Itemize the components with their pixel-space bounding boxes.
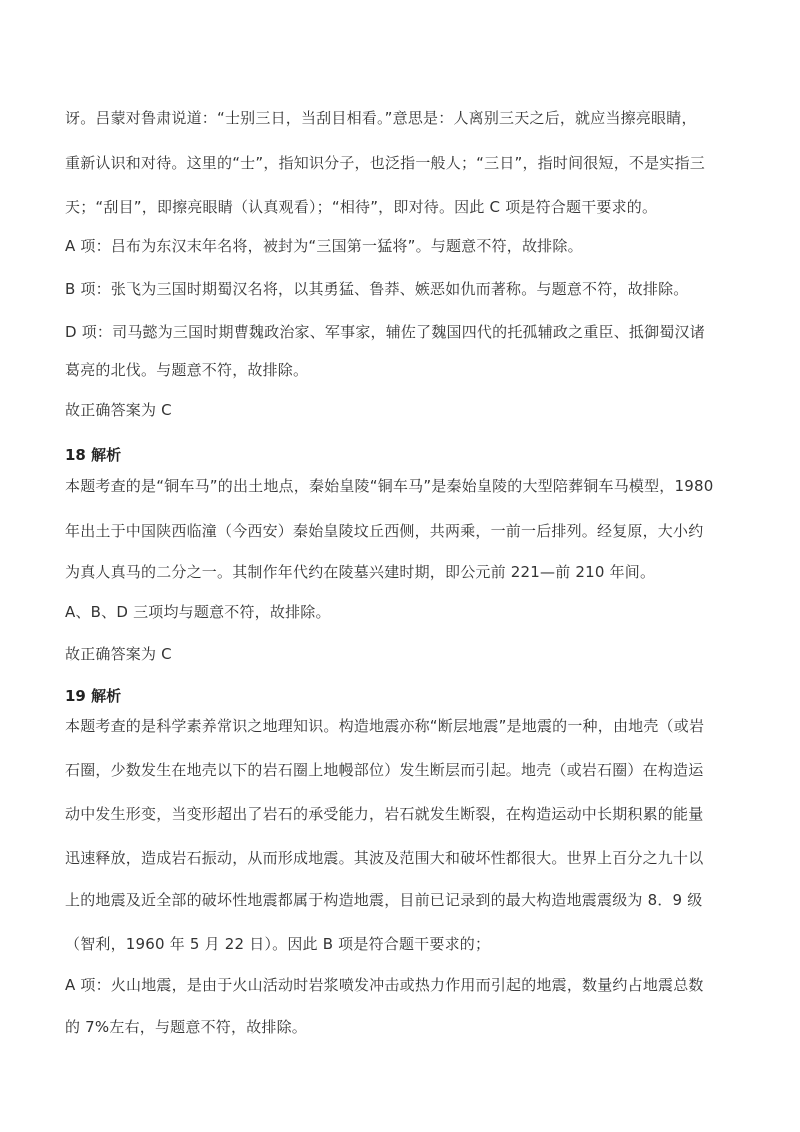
q17-option-d: D 项：司马懿为三国时期曹魏政治家、军事家，辅佐了魏国四代的托孤辅政之重臣、抵御蜀汉诸 (65, 323, 705, 341)
q17-line: 葛亮的北伐。与题意不符，故排除。 (65, 361, 309, 379)
q18-line: 本题考查的是“铜车马”的出土地点，秦始皇陵“铜车马”是秦始皇陵的大型陪葬铜车马模型，1980 (65, 477, 714, 495)
q17-option-a: A 项：吕布为东汉末年名将，被封为“三国第一猛将”。与题意不符，故排除。 (65, 237, 583, 255)
q17-line: 重新认识和对待。这里的“士”，指知识分子，也泛指一般人；“三日”，指时间很短，不是实指三 (65, 154, 705, 172)
q18-answer: 故正确答案为 C (65, 645, 172, 663)
q17-line: 天；“刮目”，即擦亮眼睛（认真观看）；“相待”，即对待。因此 C 项是符合题干要求的。 (65, 198, 658, 216)
q17-answer: 故正确答案为 C (65, 401, 172, 419)
q17-line: 讶。吕蒙对鲁肃说道：“士别三日，当刮目相看。”意思是：人离别三天之后，就应当擦亮眼睛， (65, 109, 697, 127)
q18-line: 为真人真马的二分之一。其制作年代约在陵墓兴建时期，即公元前 221—前 210 年间。 (65, 563, 656, 581)
q17-option-b: B 项：张飞为三国时期蜀汉名将，以其勇猛、鲁莽、嫉恶如仇而著称。与题意不符，故排除。 (65, 280, 689, 298)
q19-line: 上的地震及近全部的破坏性地震都属于构造地震，目前已记录到的最大构造地震震级为 8．9 级 (65, 891, 703, 909)
q18-options: A、B、D 三项均与题意不符，故排除。 (65, 603, 331, 621)
q19-line: 动中发生形变，当变形超出了岩石的承受能力，岩石就发生断裂，在构造运动中长期积累的能量 (65, 805, 704, 823)
q19-line: 的 7%左右，与题意不符，故排除。 (65, 1018, 307, 1036)
q19-line: （智利，1960 年 5 月 22 日）。因此 B 项是符合题干要求的； (65, 935, 491, 953)
q19-heading: 19 解析 (65, 687, 122, 705)
q19-option-a: A 项：火山地震，是由于火山活动时岩浆喷发冲击或热力作用而引起的地震，数量约占地震总数 (65, 976, 704, 994)
q19-line: 石圈，少数发生在地壳以下的岩石圈上地幔部位）发生断层而引起。地壳（或岩石圈）在构造运 (65, 761, 704, 779)
q19-line: 本题考查的是科学素养常识之地理知识。构造地震亦称“断层地震”是地震的一种，由地壳（或岩 (65, 717, 705, 735)
q18-heading: 18 解析 (65, 446, 122, 464)
q19-line: 迅速释放，造成岩石振动，从而形成地震。其波及范围大和破坏性都很大。世界上百分之九十以 (65, 849, 704, 867)
q18-line: 年出土于中国陕西临潼（今西安）秦始皇陵坟丘西侧，共两乘，一前一后排列。经复原，大小约 (65, 522, 704, 540)
